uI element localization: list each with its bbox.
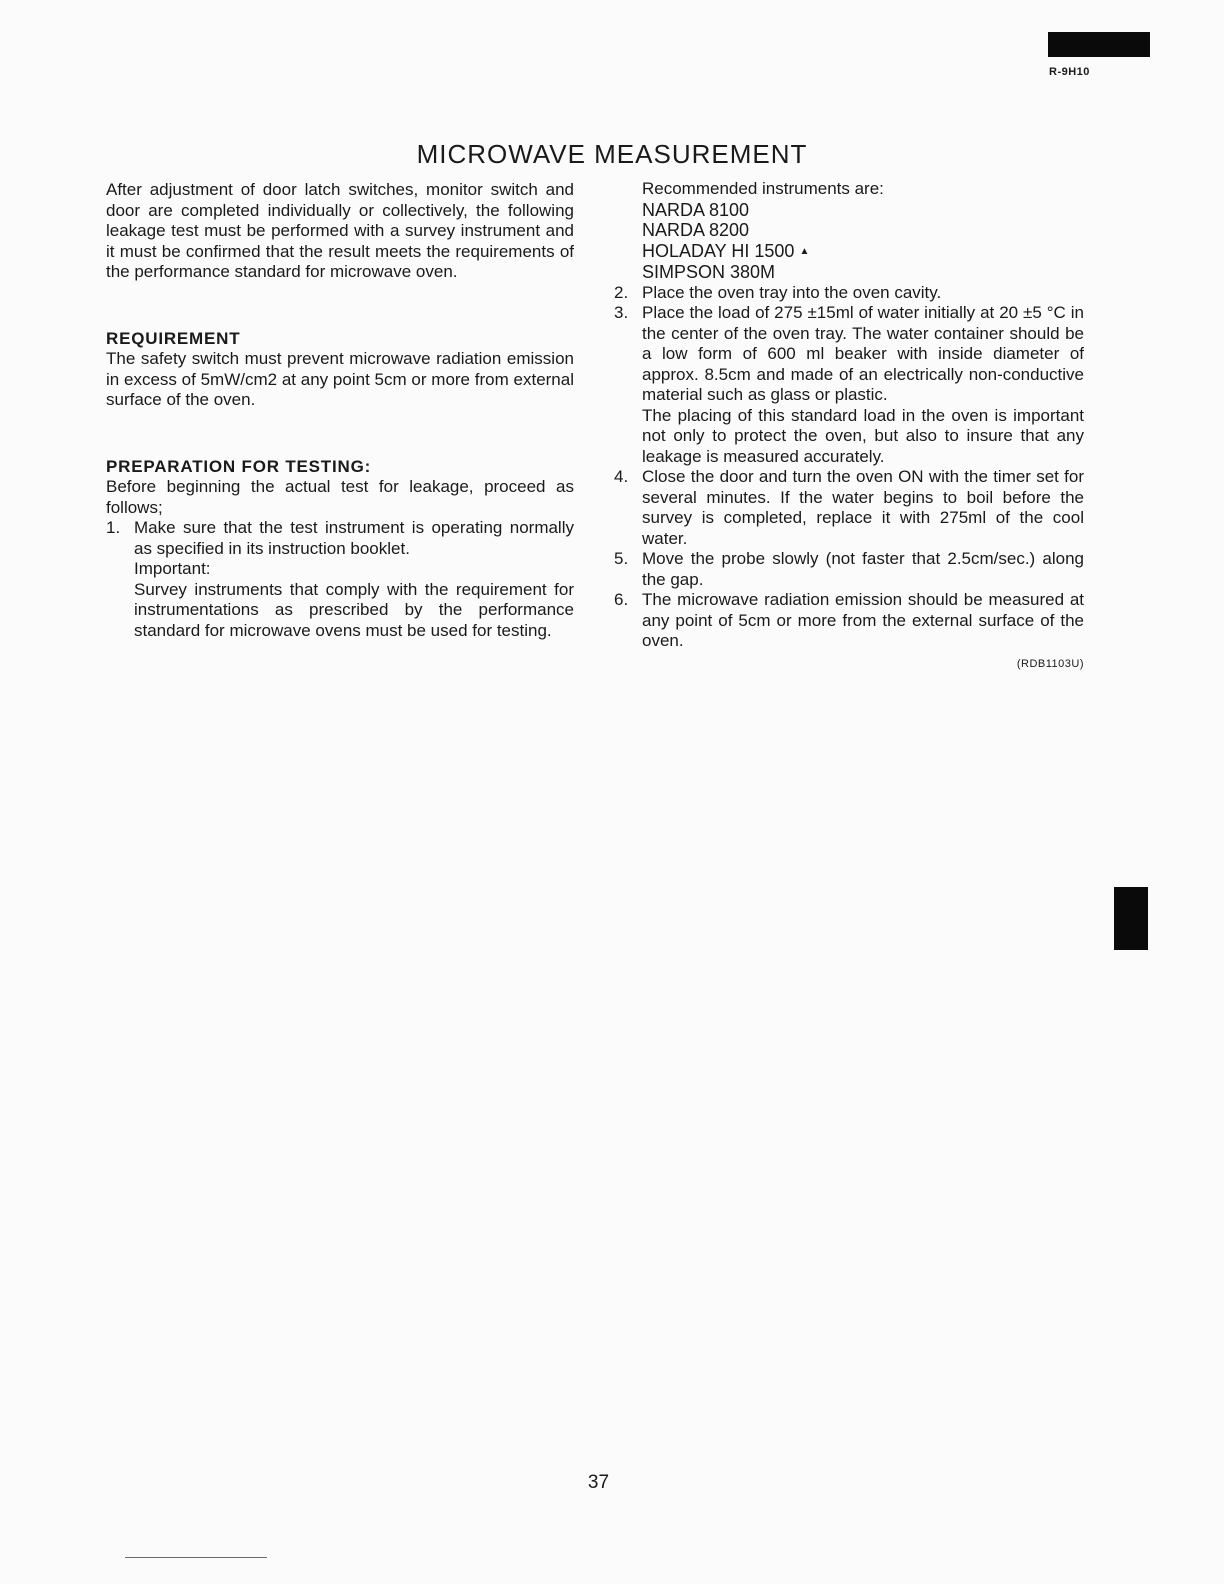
page-title: MICROWAVE MEASUREMENT [416,139,808,170]
instrument-item: NARDA 8200 [642,220,750,240]
important-label: Important: [134,559,211,578]
step-number: 3. [614,303,629,322]
step-5 [614,549,1084,590]
step-text: The placing of this standard load in the oven is important not only to protect the oven, but also to insure that any leakage is measured accurately. [642,405,1084,466]
step-number: 6. [614,590,629,609]
step-6 [614,590,1084,652]
preparation-text: Before beginning the actual test for leakage, proceed as follows; [106,477,574,517]
requirement-text: The safety switch must prevent microwave radiation emission in excess of 5mW/cm2 at any point 5cm or more from external surface of the oven. [106,349,574,409]
scan-mark: ▲ [799,245,810,257]
page-number: 37 [587,1472,610,1493]
step-number: 2. [614,282,629,302]
step-number: 4. [614,467,629,486]
intro-paragraph: After adjustment of door latch switches, monitor switch and door are completed individually or collectively, the following leakage test must be performed with a survey instrument and it must be confirmed that the result meets the requirements of the performance standard for microwave oven. [106,180,574,281]
corner-tab-marker [1048,32,1150,57]
recommended-label: Recommended instruments are: [642,179,884,198]
side-tab-marker [1114,887,1148,950]
step-text: Place the load of 275 ±15ml of water initially at 20 ±5 °C in the center of the oven tray. The water container should be a low form of 600 ml beaker with inside diameter of approx. 8.5cm and made of an electrically non-conductive material such as glass or plastic. [642,303,1084,404]
preparation-heading: PREPARATION FOR TESTING: [106,456,372,476]
step-3 [614,303,1084,406]
step-2 [614,283,1084,304]
model-number: R-9H10 [1049,66,1090,78]
step-1 [106,518,574,641]
instrument-label: HOLADAY HI 1500 [642,240,795,261]
instrument-item: SIMPSON 380M [642,262,776,282]
left-column [106,180,574,641]
footer-rule [125,1557,267,1558]
instrument-item: NARDA 8100 [642,199,750,220]
step-number [614,406,642,468]
step-4 [614,467,1084,549]
step-text: Place the oven tray into the oven cavity. [642,282,942,302]
instrument-item [642,241,1084,263]
step-number: 1. [106,518,121,537]
requirement-heading: REQUIREMENT [106,328,241,348]
step-number: 5. [614,549,629,568]
step-3-note [614,406,1084,468]
important-text: Survey instruments that comply with the requirement for instrumentations as prescribed by the performance standard for microwave ovens must be used for testing. [134,579,574,640]
reference-code: (RDB1103U) [1016,657,1084,670]
step-text: Make sure that the test instrument is operating normally as specified in its instruction booklet. [134,518,574,558]
right-column [614,179,1084,674]
instrument-list [614,179,1084,283]
step-text: The microwave radiation emission should be measured at any point of 5cm or more from the external surface of the oven. [642,590,1084,650]
step-text: Close the door and turn the oven ON with the timer set for several minutes. If the water begins to boil before the survey is completed, replace it with 275ml of the cool water. [642,467,1084,548]
step-text: Move the probe slowly (not faster that 2.5cm/sec.) along the gap. [642,549,1084,589]
